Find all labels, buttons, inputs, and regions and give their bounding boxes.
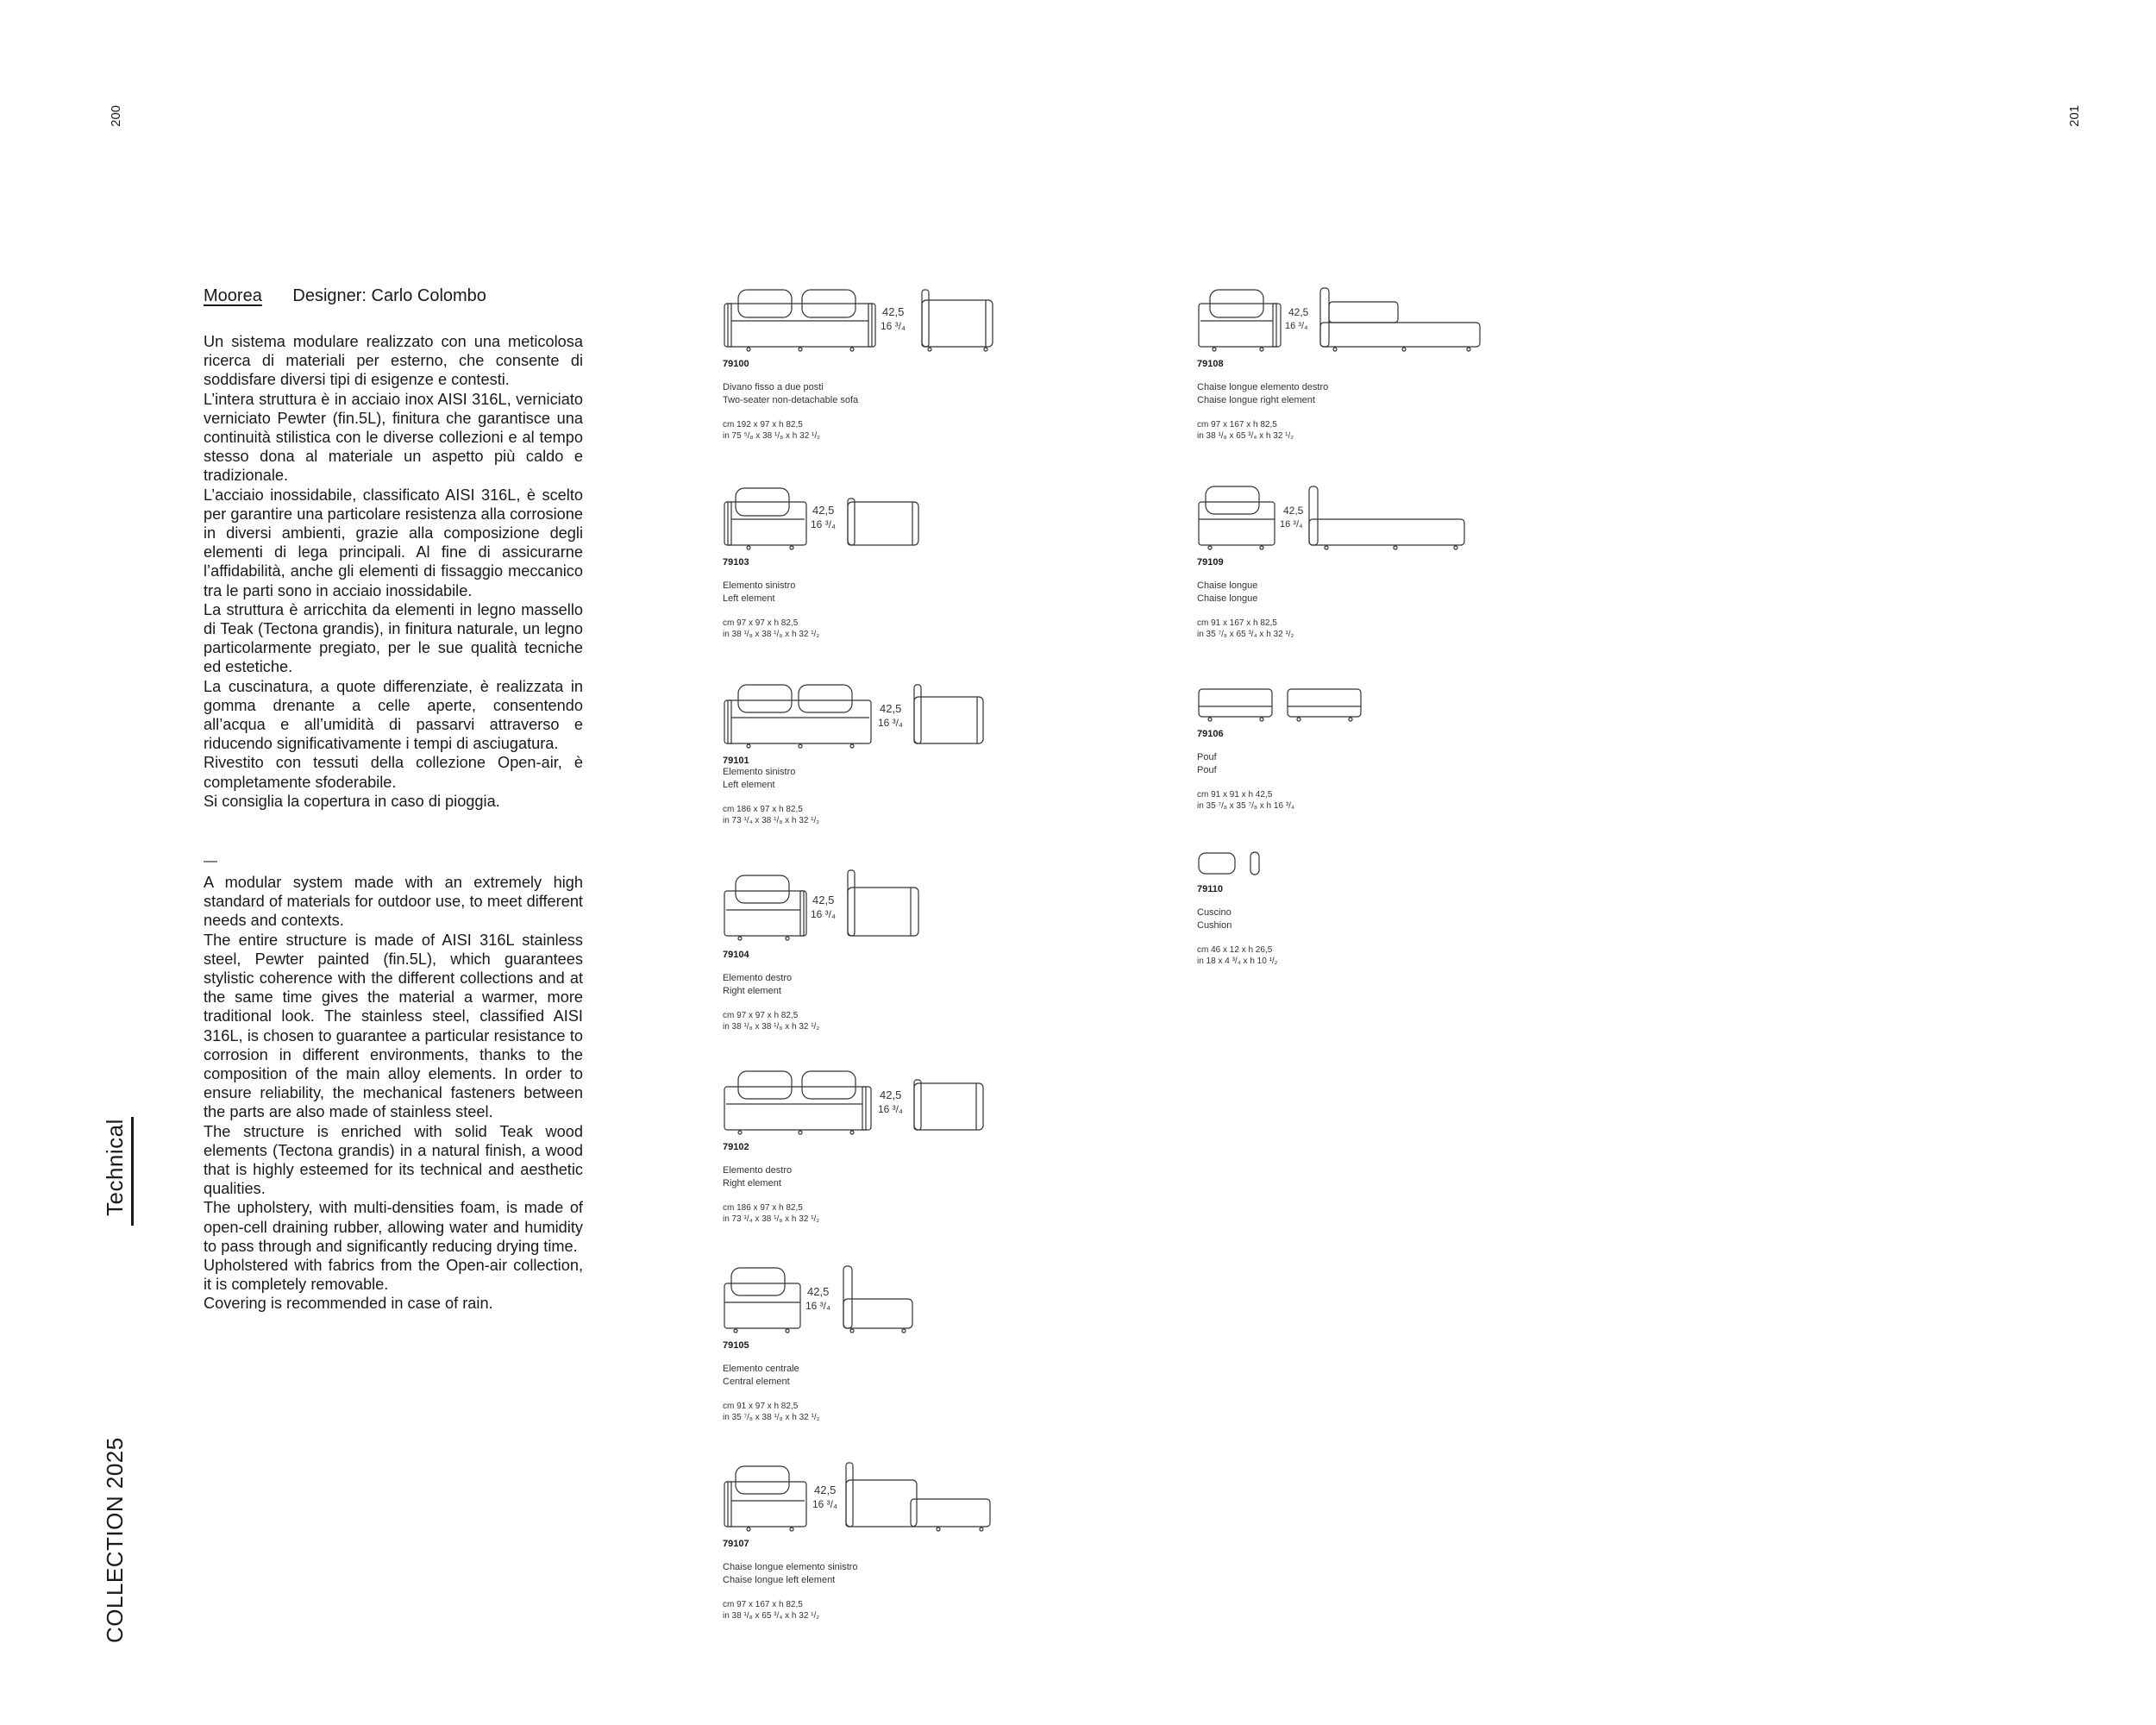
product-name-block: [1197, 580, 1482, 605]
description-italian: [204, 332, 583, 811]
product-79106: [1197, 686, 1482, 812]
svg-text:42,5: 42,5: [882, 305, 905, 318]
product-name-italian: Elemento destro: [723, 1165, 793, 1176]
chaise-longue-drawing: [1197, 483, 1482, 557]
product-dimensions: [723, 618, 1007, 640]
product-name-english: Two-seater non-detachable sofa: [723, 395, 859, 405]
product-name-block: [723, 1561, 1007, 1587]
svg-text:42,5: 42,5: [1288, 306, 1309, 318]
svg-text:16 ³/₄: 16 ³/₄: [881, 320, 906, 332]
product-name-italian: Elemento destro: [723, 973, 793, 983]
product-79110: [1197, 850, 1482, 967]
svg-text:42,5: 42,5: [812, 504, 835, 517]
product-name-block: [1197, 906, 1482, 932]
dimensions-in: in 35 ⁷/₈ x 38 ¹/₈ x h 32 ¹/₂: [723, 1413, 820, 1422]
product-dimensions: [723, 1202, 1007, 1225]
product-name-english: Central element: [723, 1377, 790, 1387]
page-number-right: 201: [2067, 104, 2083, 128]
dimensions-in: in 75 ⁵/₈ x 38 ¹/₈ x h 32 ¹/₂: [723, 431, 821, 441]
dimensions-in: in 38 ¹/₈ x 65 ³/₄ x h 32 ¹/₂: [1197, 431, 1294, 441]
section-title: Technical: [102, 1119, 128, 1216]
product-name-english: Left element: [723, 780, 775, 790]
chaise-longue-right-drawing: [1197, 285, 1482, 359]
svg-text:42,5: 42,5: [880, 702, 902, 715]
product-dimensions: [1197, 419, 1482, 442]
svg-text:16 ³/₄: 16 ³/₄: [811, 908, 836, 920]
paragraph: The entire structure is made of AISI 316L stainless steel, Pewter painted (fin.5L), which guarantees stylistic coherence with the different collections and at the same time gives the material a warmer, more traditional look. The stainless steel, classified AISI 316L, is chosen to guarantee a particular resistance to corrosion in different environments, thanks to the composition of the main alloy elements. In order to ensure reliability, the mechanical fasteners between the parts are also made of stainless steel.: [204, 931, 583, 1121]
dimensions-cm: cm 91 x 91 x h 42,5: [1197, 790, 1273, 800]
paragraph: La cuscinatura, a quote differenziate, è realizzata in gomma drenante a celle aperte, consentendo all’acqua e all’umidità di passarvi attraverso e riducendo significativamente i tempi di asciugatura.: [204, 677, 583, 753]
dimensions-in: in 38 ¹/₈ x 38 ¹/₈ x h 32 ¹/₂: [723, 630, 820, 639]
svg-text:16 ³/₄: 16 ³/₄: [878, 1103, 903, 1115]
product-79105: [723, 1261, 1007, 1423]
product-name-block: [1197, 751, 1482, 777]
svg-text:16 ³/₄: 16 ³/₄: [1285, 321, 1308, 331]
svg-text:42,5: 42,5: [807, 1285, 830, 1298]
product-name-english: Pouf: [1197, 765, 1217, 775]
svg-text:42,5: 42,5: [880, 1088, 902, 1101]
right-element-two-seat-drawing: [723, 1068, 1007, 1142]
dimensions-cm: cm 46 x 12 x h 26,5: [1197, 945, 1273, 955]
svg-text:16 ³/₄: 16 ³/₄: [811, 518, 836, 530]
product-dimensions: [723, 1010, 1007, 1032]
paragraph: La struttura è arricchita da elementi in legno massello di Teak (Tectona grandis), in finitura naturale, un legno particolarmente pregiato, per le sue qualità tecniche ed estetiche.: [204, 600, 583, 676]
product-code: 79103: [723, 557, 749, 568]
product-79108: [1197, 285, 1482, 442]
svg-text:42,5: 42,5: [812, 894, 835, 906]
dimensions-cm: cm 192 x 97 x h 82,5: [723, 420, 803, 430]
dimensions-cm: cm 186 x 97 x h 82,5: [723, 1203, 803, 1213]
product-dimensions: [723, 1599, 1007, 1622]
product-dimensions: [1197, 944, 1482, 967]
right-element-drawing: [723, 867, 1007, 950]
product-dimensions: [1197, 618, 1482, 640]
product-name-english: Chaise longue right element: [1197, 395, 1315, 405]
product-name-italian: Elemento centrale: [723, 1364, 799, 1374]
designer-name: Designer: Carlo Colombo: [292, 286, 486, 305]
svg-text:16 ³/₄: 16 ³/₄: [812, 1498, 837, 1510]
paragraph: The upholstery, with multi-densities foam, is made of open-cell draining rubber, allowing water and humidity to pass through and significantly reducing drying time.: [204, 1199, 583, 1255]
description-english: [204, 873, 583, 1314]
svg-text:42,5: 42,5: [814, 1484, 837, 1496]
cushion-drawing: [1197, 850, 1482, 884]
section-underline: [131, 1117, 134, 1226]
product-79104: [723, 867, 1007, 1032]
dimensions-in: in 38 ¹/₈ x 38 ¹/₈ x h 32 ¹/₂: [723, 1022, 820, 1032]
product-code: 79102: [723, 1142, 749, 1152]
product-79103: [723, 483, 1007, 640]
product-code: 79110: [1197, 884, 1223, 894]
product-code: 79108: [1197, 359, 1224, 369]
paragraph: L’acciaio inossidabile, classificato AISI 316L, è scelto per garantire una particolare resistenza alla corrosione in diversi ambienti, grazie alla composizione degli elementi di lega principali. Al fine di assicurarne l’affidabilità, anche gli elementi di fissaggio meccanico tra le parti sono in acciaio inossidabile.: [204, 486, 583, 599]
dimensions-in: in 73 ¹/₄ x 38 ¹/₈ x h 32 ¹/₂: [723, 816, 820, 825]
dimensions-in: in 73 ¹/₄ x 38 ¹/₈ x h 32 ¹/₂: [723, 1214, 820, 1224]
product-name-italian: Chaise longue elemento destro: [1197, 382, 1329, 392]
dimensions-in: in 35 ⁷/₈ x 35 ⁷/₈ x h 16 ³/₄: [1197, 801, 1294, 811]
dimensions-cm: cm 91 x 167 x h 82,5: [1197, 618, 1277, 628]
dimensions-cm: cm 186 x 97 x h 82,5: [723, 805, 803, 814]
paragraph: Covering is recommended in case of rain.: [204, 1295, 493, 1313]
product-code: 79105: [723, 1340, 749, 1351]
product-name-english: Chaise longue: [1197, 593, 1258, 604]
product-dimensions: [723, 804, 1007, 826]
pouf-drawing: [1197, 686, 1482, 729]
product-code: 79106: [1197, 729, 1224, 739]
product-79100: [723, 285, 1007, 442]
product-name-block: [723, 972, 1007, 998]
central-element-drawing: [723, 1261, 1007, 1340]
dimensions-cm: cm 97 x 167 x h 82,5: [723, 1600, 803, 1609]
product-79101: [723, 681, 1007, 826]
dimensions-in: in 18 x 4 ³/₄ x h 10 ¹/₂: [1197, 957, 1278, 966]
paragraph: A modular system made with an extremely high standard of materials for outdoor use, to meet different needs and contexts.: [204, 874, 583, 930]
product-code: 79107: [723, 1539, 749, 1549]
svg-text:16 ³/₄: 16 ³/₄: [1280, 519, 1303, 530]
product-name-italian: Pouf: [1197, 752, 1217, 762]
dimensions-cm: cm 91 x 97 x h 82,5: [723, 1402, 799, 1411]
product-name-block: [1197, 381, 1482, 407]
dimensions-cm: cm 97 x 167 x h 82,5: [1197, 420, 1277, 430]
paragraph: Rivestito con tessuti della collezione Open-air, è completamente sfoderabile.: [204, 754, 583, 791]
product-header: [204, 286, 486, 306]
product-dimensions: [723, 1401, 1007, 1423]
paragraph: Si consiglia la copertura in caso di pioggia.: [204, 792, 500, 810]
product-name-italian: Chaise longue elemento sinistro: [723, 1562, 858, 1572]
left-element-two-seat-drawing: [723, 681, 1007, 756]
svg-text:42,5: 42,5: [1283, 505, 1304, 517]
product-dimensions: [723, 419, 1007, 442]
product-dimensions: [1197, 789, 1482, 812]
left-element-drawing: [723, 483, 1007, 557]
dimensions-in: in 35 ⁷/₈ x 65 ³/₄ x h 32 ¹/₂: [1197, 630, 1294, 639]
paragraph: Upholstered with fabrics from the Open-air collection, it is completely removable.: [204, 1257, 583, 1294]
product-name-italian: Elemento sinistro: [723, 580, 796, 591]
paragraph: L’intera struttura è in acciaio inox AISI 316L, verniciato verniciato Pewter (fin.5L), finitura che garantisce una continuità stilistica con le diverse collezioni e al tempo stesso dona al materiale un aspetto più caldo e tradizionale.: [204, 390, 583, 485]
dimensions-cm: cm 97 x 97 x h 82,5: [723, 1011, 799, 1020]
product-code: 79100: [723, 359, 749, 369]
svg-text:16 ³/₄: 16 ³/₄: [878, 717, 903, 729]
two-seater-sofa-drawing: [723, 285, 1007, 359]
product-name-block: [723, 381, 1007, 407]
product-name-english: Right element: [723, 986, 781, 996]
product-79109: [1197, 483, 1482, 640]
dimensions-cm: cm 97 x 97 x h 82,5: [723, 618, 799, 628]
product-code: 79101: [723, 756, 749, 766]
svg-text:16 ³/₄: 16 ³/₄: [805, 1300, 830, 1312]
product-name-italian: Chaise longue: [1197, 580, 1258, 591]
product-name: Moorea: [204, 286, 262, 305]
product-name-english: Left element: [723, 593, 775, 604]
product-name-block: [723, 1164, 1007, 1190]
product-name-english: Right element: [723, 1178, 781, 1189]
language-separator: —: [204, 854, 217, 869]
product-name-english: Cushion: [1197, 920, 1232, 931]
product-79107: [723, 1459, 1007, 1622]
product-79102: [723, 1068, 1007, 1225]
product-name-block: [723, 580, 1007, 605]
product-name-block: [723, 1363, 1007, 1389]
page-number-left: 200: [109, 104, 124, 128]
product-code: 79104: [723, 950, 749, 960]
product-name-italian: Divano fisso a due posti: [723, 382, 824, 392]
product-name-english: Chaise longue left element: [723, 1575, 836, 1585]
paragraph: The structure is enriched with solid Teak wood elements (Tectona grandis) in a natural finish, a wood that is highly esteemed for its technical and aesthetic qualities.: [204, 1122, 583, 1198]
paragraph: Un sistema modulare realizzato con una meticolosa ricerca di materiali per esterno, che consente di soddisfare diversi tipi di esigenze e contesti.: [204, 333, 583, 389]
collection-title: COLLECTION 2025: [102, 1437, 128, 1643]
dimensions-in: in 38 ¹/₈ x 65 ³/₄ x h 32 ¹/₂: [723, 1611, 820, 1621]
chaise-longue-left-drawing: [723, 1459, 1007, 1539]
product-name-italian: Elemento sinistro: [723, 767, 796, 777]
product-code: 79109: [1197, 557, 1224, 568]
product-name-italian: Cuscino: [1197, 907, 1232, 918]
product-name-block: [723, 766, 1007, 792]
